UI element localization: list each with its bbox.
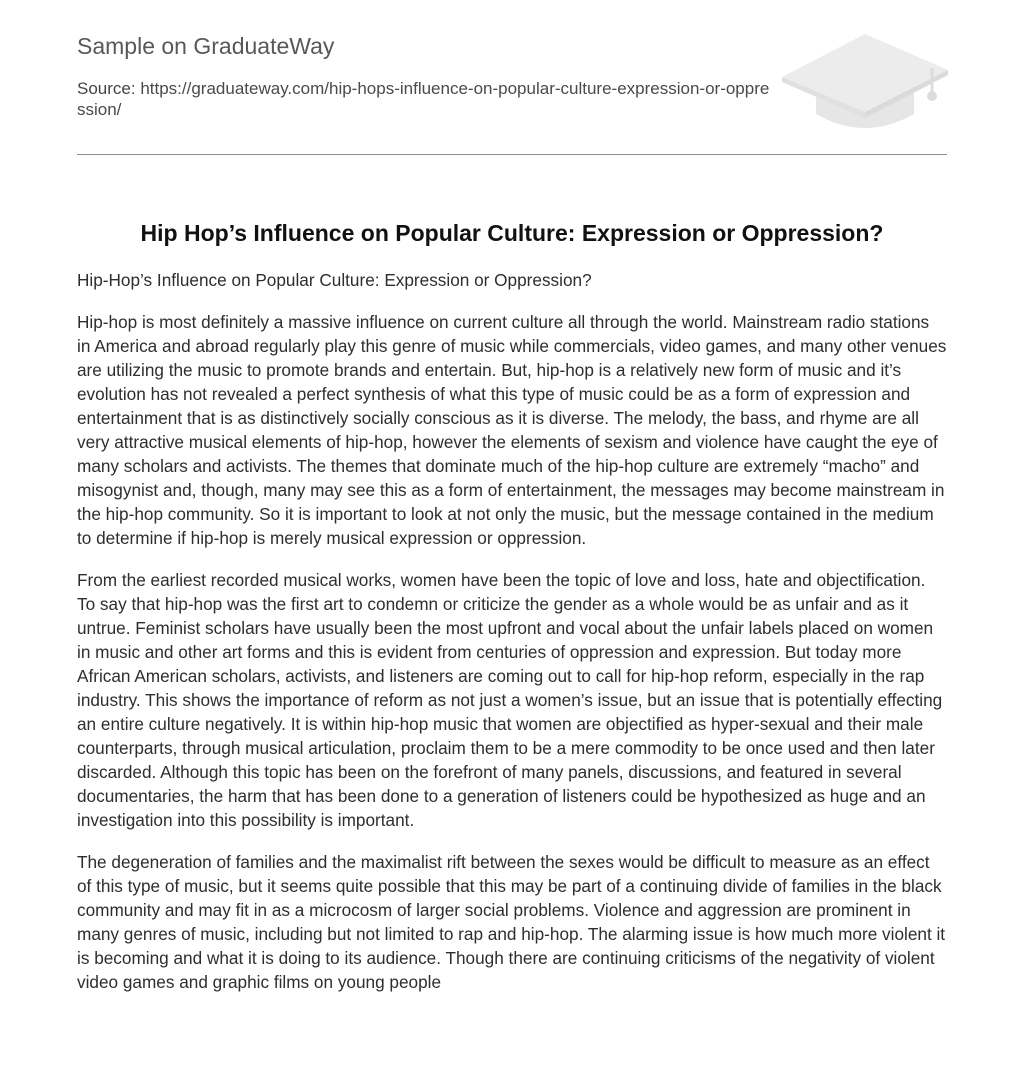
article-paragraph: The degeneration of families and the maximalist rift between the sexes would be difficult to measure as an effect of this type of music, but it seems quite possible that this may be part of a continuing divide of families in the black community and may fit in as a microcosm of larger social problems. Violence and aggression are prominent in many genres of music, including but not limited to rap and hip-hop. The alarming issue is how much more violent it is becoming and what it is doing to its audience. Though there are continuing criticisms of the negativity of violent video games and graphic films on young people bbox=[77, 852, 946, 992]
article-paragraph: From the earliest recorded musical works, women have been the topic of love and loss, hate and objectification. To say that hip-hop was the first art to condemn or criticize the gender as a whole would be as unfair and as it untrue. Feminist scholars have usually been the most upfront and vocal about the unfair labels placed on women in music and other art forms and this is evident from centuries of oppression and expression. But today more African American scholars, activists, and listeners are coming out to call for hip-hop reform, especially in the rap industry. This shows the importance of reform as not just a women’s issue, but an issue that is potentially effecting an entire culture negatively. It is within hip-hop music that women are objectified as hyper-sexual and their male counterparts, through musical articulation, proclaim them to be a mere commodity to be once used and then later discarded. Although this topic has been on the forefront of many panels, discussions, and featured in several documentaries, the harm that has been done to a generation of listeners could be hypothesized as huge and an investigation into this possibility is important. bbox=[77, 570, 943, 830]
site-title: Sample on GraduateWay bbox=[77, 33, 335, 59]
article-paragraph: Hip-hop is most definitely a massive influence on current culture all through the world. Mainstream radio stations in America and abroad regularly play this genre of music while commercials, video games, and many other venues are utilizing the music to promote brands and entertain. But, hip-hop is a relatively new form of music and it’s evolution has not revealed a perfect synthesis of what this type of music could be as a form of expression and entertainment that is as distinctively socially conscious as it is diverse. The melody, the bass, and rhyme are all very attractive musical elements of hip-hop, however the elements of sexism and violence have caught the eye of many scholars and activists. The themes that dominate much of the hip-hop culture are extremely “macho” and misogynist and, though, many may see this as a form of entertainment, the messages may become mainstream in the hip-hop community. So it is important to look at not only the music, but the message contained in the medium to determine if hip-hop is merely musical expression or oppression. bbox=[77, 312, 947, 548]
graduation-cap-icon bbox=[782, 30, 948, 134]
header-divider bbox=[77, 154, 947, 155]
article-paragraph: Hip-Hop’s Influence on Popular Culture: Expression or Oppression? bbox=[77, 270, 592, 290]
source-link[interactable]: https://graduateway.com/hip-hops-influence-on-popular-culture-expression-or-oppression/ bbox=[77, 79, 770, 119]
source-line bbox=[77, 78, 777, 120]
source-label: Source: bbox=[77, 79, 136, 98]
article-body bbox=[77, 268, 947, 1012]
article-title: Hip Hop’s Influence on Popular Culture: Expression or Oppression? bbox=[140, 220, 884, 247]
